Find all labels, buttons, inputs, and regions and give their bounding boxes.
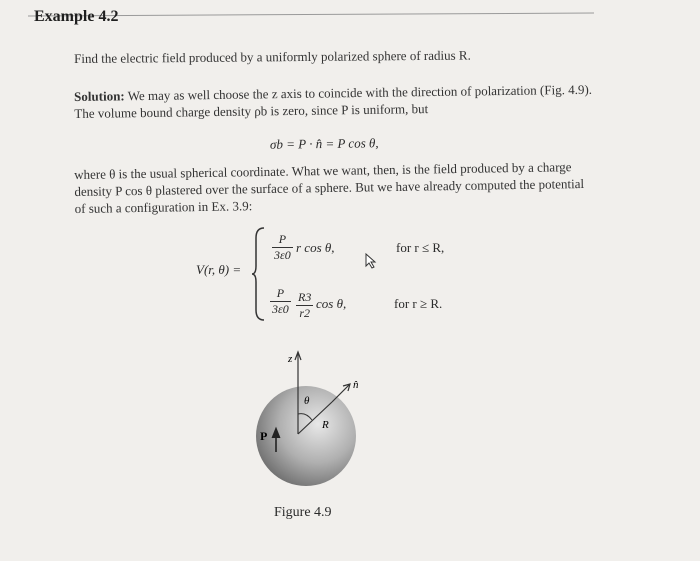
case2-ratio-denominator: r2 [299, 306, 310, 320]
normal-vector [332, 384, 350, 402]
figure-caption: Figure 4.9 [274, 505, 332, 520]
normal-label: n̂ [353, 379, 359, 391]
polarized-sphere-figure [238, 348, 378, 498]
solution-text: We may as well choose the z axis to coincide with the direction of polarization (Fig. 4.9). The volume bound charge density ρb is zero, since P is uniform, but [74, 81, 593, 121]
case2-numerator: P [270, 286, 291, 302]
radius-label: R [322, 419, 329, 431]
polarization-label: P [260, 429, 268, 443]
case1-numerator: P [272, 232, 293, 248]
case1-expression: r cos θ, [296, 240, 335, 255]
theta-label: θ [304, 395, 310, 407]
case2-fraction [270, 286, 291, 317]
case2-condition: for r ≥ R. [394, 296, 443, 311]
case1-denominator: 3ε0 [274, 248, 291, 262]
solution-label: Solution: [74, 88, 125, 104]
potential-lhs: V(r, θ) = [196, 262, 242, 277]
case2-ratio-fraction [296, 290, 313, 321]
example-title: Example 4.2 [34, 8, 119, 25]
case2-ratio-numerator: R3 [298, 290, 312, 304]
case2-expression: cos θ, [316, 296, 347, 311]
z-label: z [288, 353, 293, 365]
bound-charge-equation: σb = P · n̂ = P cos θ, [269, 135, 379, 152]
mouse-cursor-icon [364, 252, 378, 270]
piecewise-brace [252, 226, 268, 322]
case2-denominator: 3ε0 [272, 302, 289, 316]
case1-fraction [272, 232, 293, 263]
solution-paragraph [74, 81, 594, 122]
problem-statement: Find the electric field produced by a uniformly polarized sphere of radius R. [74, 47, 471, 66]
case1-condition: for r ≤ R, [396, 240, 445, 255]
potential-paragraph: where θ is the usual spherical coordinate. What we want, then, is the field produced by a charge density P cos θ plastered over the surface of a sphere. But we have already computed the potential of such a configuration in Ex. 3.9: [74, 159, 585, 216]
